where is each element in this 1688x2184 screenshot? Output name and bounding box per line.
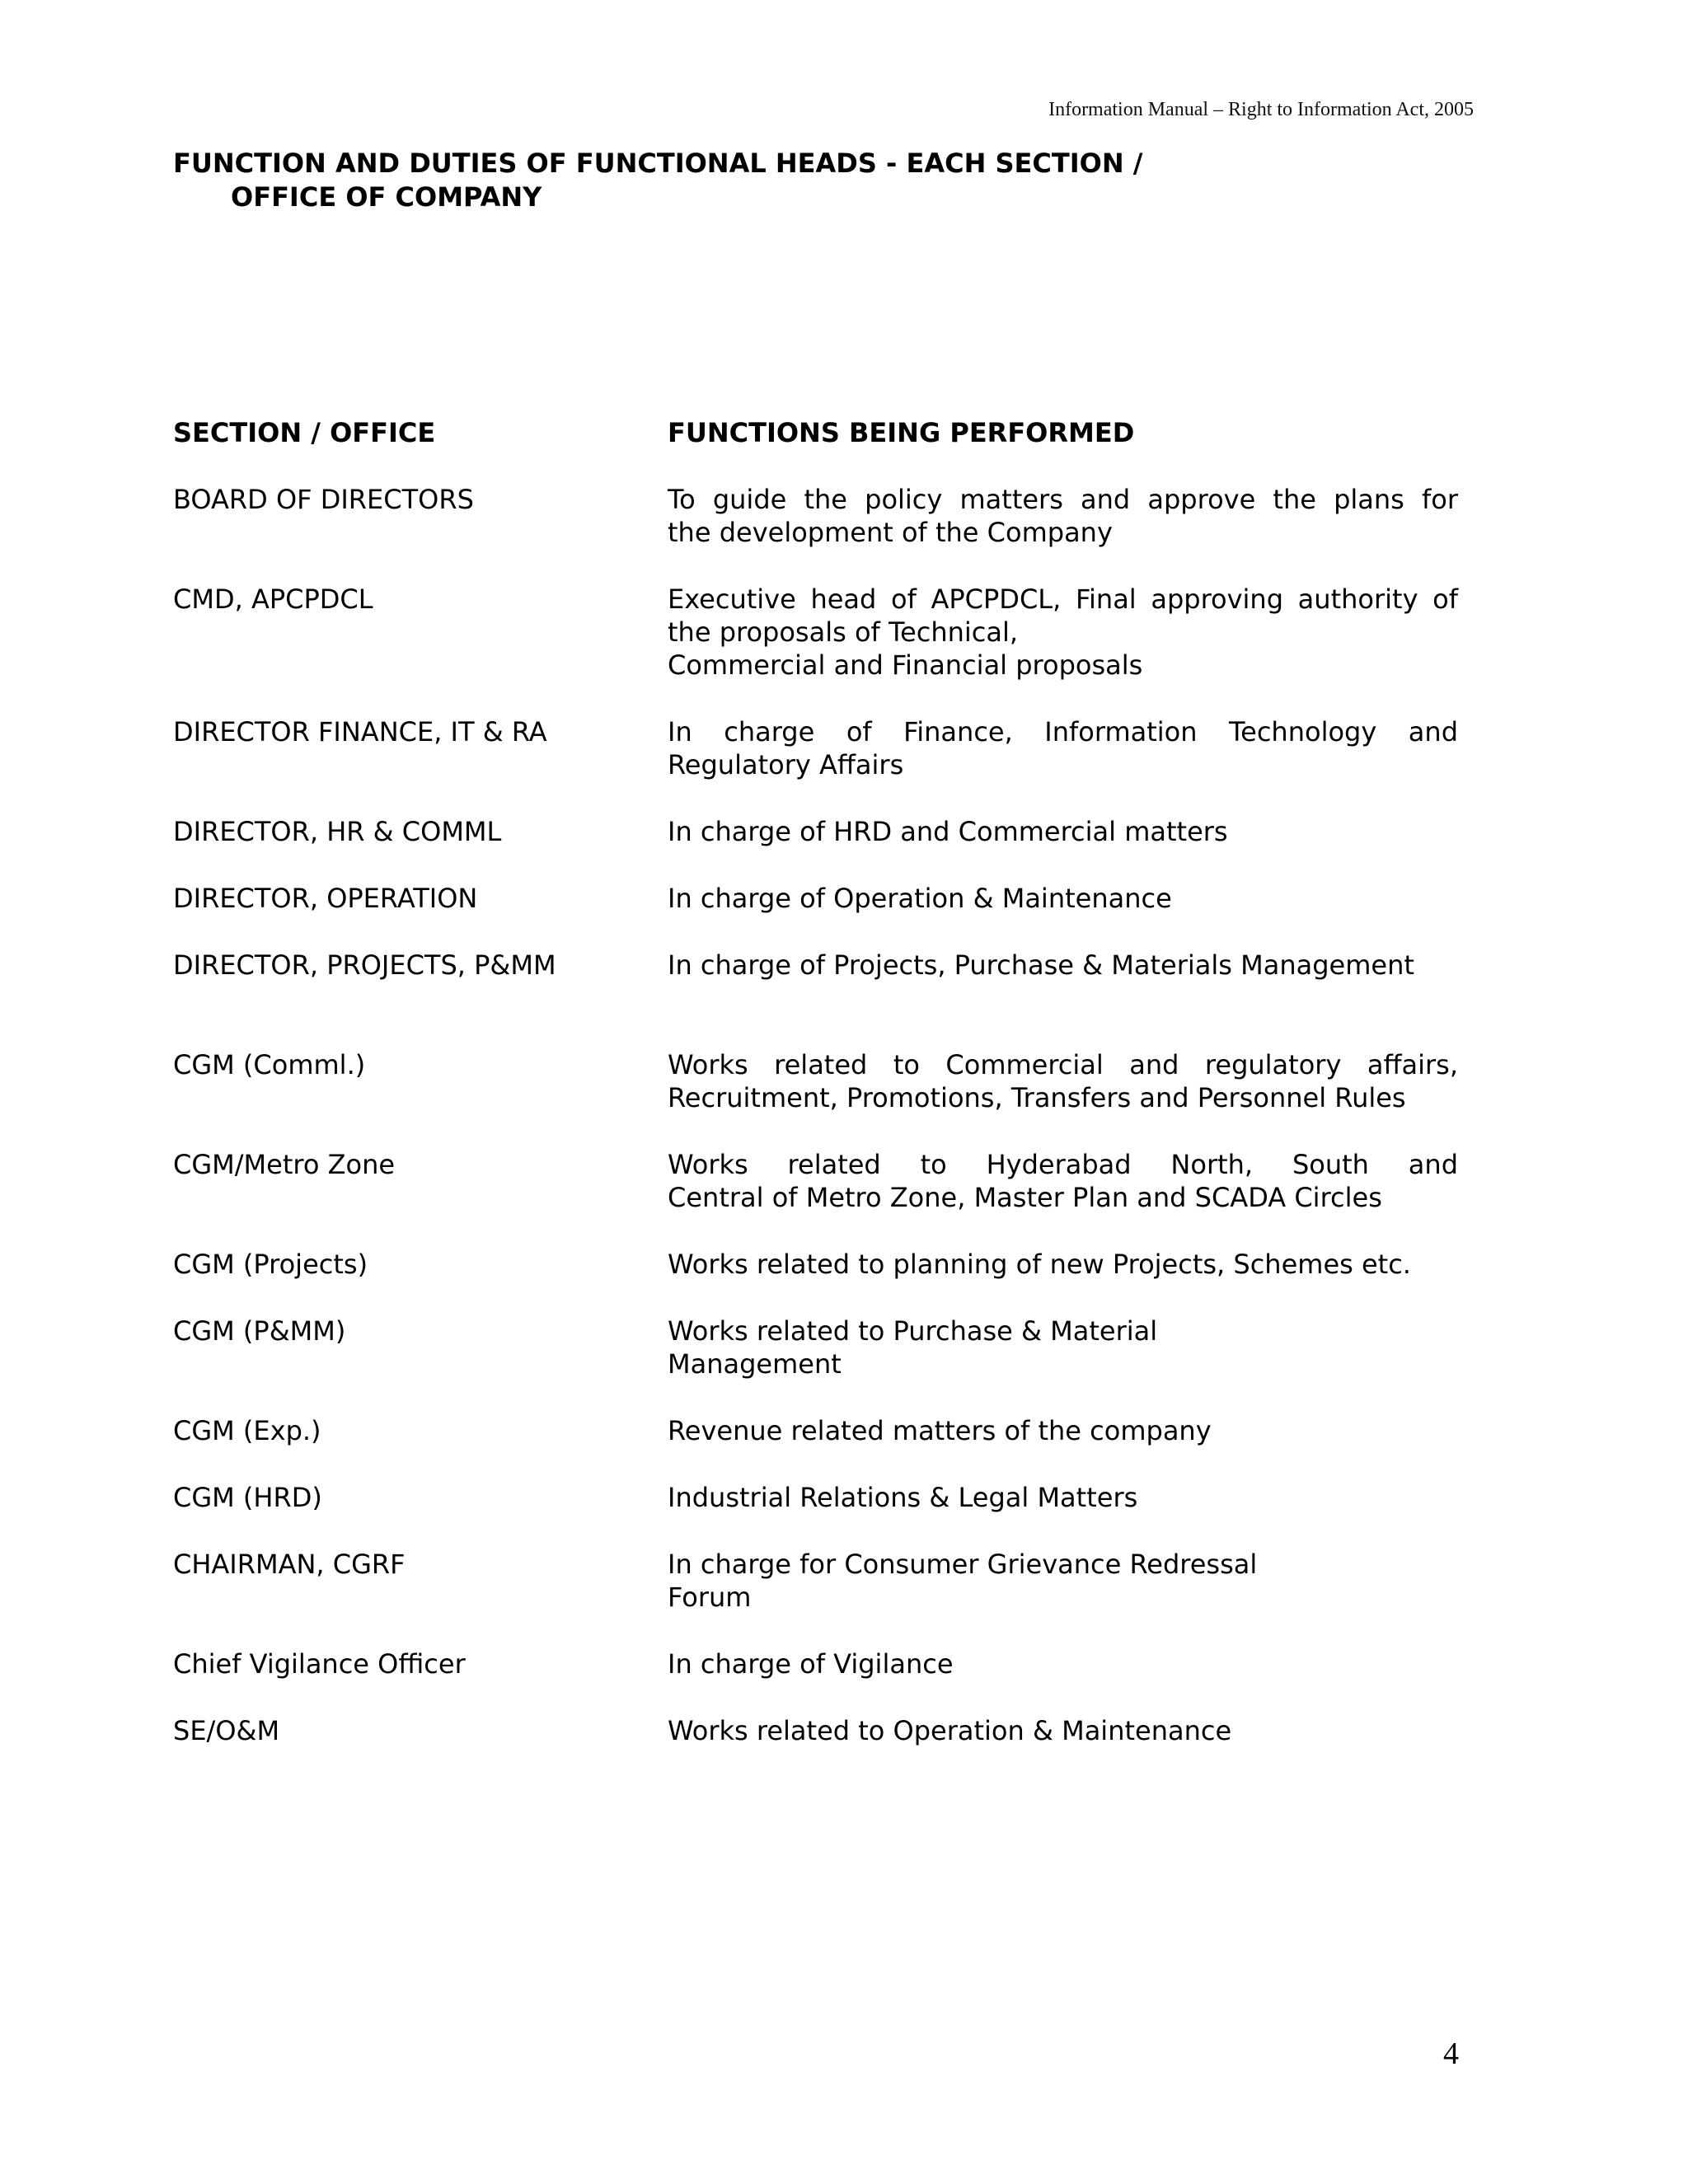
section-cell: DIRECTOR, OPERATION (173, 883, 478, 914)
table-row (173, 1148, 1458, 1214)
functions-line: Management (668, 1348, 842, 1380)
section-cell: DIRECTOR, HR & COMML (173, 816, 502, 847)
functions-cell (668, 1548, 1458, 1614)
table-row (173, 1048, 1458, 1114)
section-cell: CMD, APCPDCL (173, 583, 373, 615)
section-cell: DIRECTOR, PROJECTS, P&MM (173, 949, 556, 981)
functions-cell (668, 1048, 1458, 1114)
table-row (173, 1315, 1458, 1380)
functions-line: In charge of Operation & Maintenance (668, 883, 1172, 914)
table-row (173, 1481, 1458, 1514)
functions-line: the proposals of Technical, (668, 616, 1019, 648)
functions-line: Commercial and Financial proposals (668, 649, 1143, 681)
functions-line: Works related to Hyderabad North, South and (668, 1149, 1458, 1180)
functions-cell (668, 815, 1458, 848)
column-header-section: SECTION / OFFICE (173, 417, 436, 448)
functions-cell (668, 882, 1458, 915)
functions-line: Forum (668, 1582, 752, 1613)
table-row (173, 1414, 1458, 1447)
functions-line: Works related to Commercial and regulatory affairs, (668, 1049, 1458, 1080)
section-cell: CHAIRMAN, CGRF (173, 1549, 406, 1580)
title-line-1: FUNCTION AND DUTIES OF FUNCTIONAL HEADS - EACH SECTION / (173, 148, 1143, 179)
functions-line: the development of the Company (668, 517, 1113, 548)
functions-cell (668, 483, 1458, 549)
functions-line: Recruitment, Promotions, Transfers and Personnel Rules (668, 1082, 1406, 1113)
functions-line: In charge of HRD and Commercial matters (668, 816, 1228, 847)
functions-line: Revenue related matters of the company (668, 1415, 1212, 1446)
table-row (173, 583, 1458, 682)
functions-cell (668, 1248, 1458, 1281)
section-cell: BOARD OF DIRECTORS (173, 484, 474, 515)
functions-line: Industrial Relations & Legal Matters (668, 1482, 1138, 1513)
functions-cell (668, 1148, 1458, 1214)
section-cell: CGM (Projects) (173, 1249, 368, 1280)
functions-line: In charge for Consumer Grievance Redressal (668, 1549, 1258, 1580)
running-header: Information Manual – Right to Information Act, 2005 (1048, 99, 1474, 120)
functions-line: Works related to Operation & Maintenance (668, 1715, 1232, 1746)
table-row (173, 815, 1458, 848)
functions-cell (668, 949, 1458, 982)
section-cell: CGM (Exp.) (173, 1415, 321, 1446)
title-line-2: OFFICE OF COMPANY (231, 181, 542, 213)
table-row (173, 949, 1458, 982)
table-header-row (173, 416, 1458, 449)
table-row (173, 715, 1458, 781)
functions-line: Works related to planning of new Projects, Schemes etc. (668, 1249, 1411, 1280)
section-cell: CGM (Comml.) (173, 1049, 366, 1080)
table-row (173, 1714, 1458, 1747)
table-row (173, 1647, 1458, 1680)
functions-cell (668, 1481, 1458, 1514)
functions-cell (668, 1315, 1458, 1380)
section-cell: CGM (P&MM) (173, 1315, 346, 1347)
functions-line: In charge of Vigilance (668, 1648, 954, 1680)
functions-line: In charge of Finance, Information Technology and (668, 716, 1458, 748)
functions-line: To guide the policy matters and approve the plans for (668, 484, 1458, 515)
section-cell: Chief Vigilance Officer (173, 1648, 466, 1680)
functions-cell (668, 1647, 1458, 1680)
table-row (173, 483, 1458, 549)
functions-line: Regulatory Affairs (668, 749, 904, 780)
functions-cell (668, 583, 1458, 682)
functions-table (173, 416, 1458, 1781)
functions-cell (668, 715, 1458, 781)
section-cell: DIRECTOR FINANCE, IT & RA (173, 716, 547, 748)
table-row (173, 1548, 1458, 1614)
functions-line: Works related to Purchase & Material (668, 1315, 1158, 1347)
functions-line: Executive head of APCPDCL, Final approving authority of (668, 583, 1458, 615)
section-cell: CGM/Metro Zone (173, 1149, 396, 1180)
column-header-functions: FUNCTIONS BEING PERFORMED (668, 417, 1135, 448)
functions-cell (668, 1714, 1458, 1747)
functions-line: In charge of Projects, Purchase & Materials Management (668, 949, 1414, 981)
table-row (173, 882, 1458, 915)
section-cell: SE/O&M (173, 1715, 280, 1746)
section-cell: CGM (HRD) (173, 1482, 322, 1513)
functions-line: Central of Metro Zone, Master Plan and SCADA Circles (668, 1182, 1382, 1213)
page-number: 4 (1443, 2036, 1459, 2071)
table-row (173, 1248, 1458, 1281)
functions-cell (668, 1414, 1458, 1447)
document-title (173, 147, 1142, 214)
